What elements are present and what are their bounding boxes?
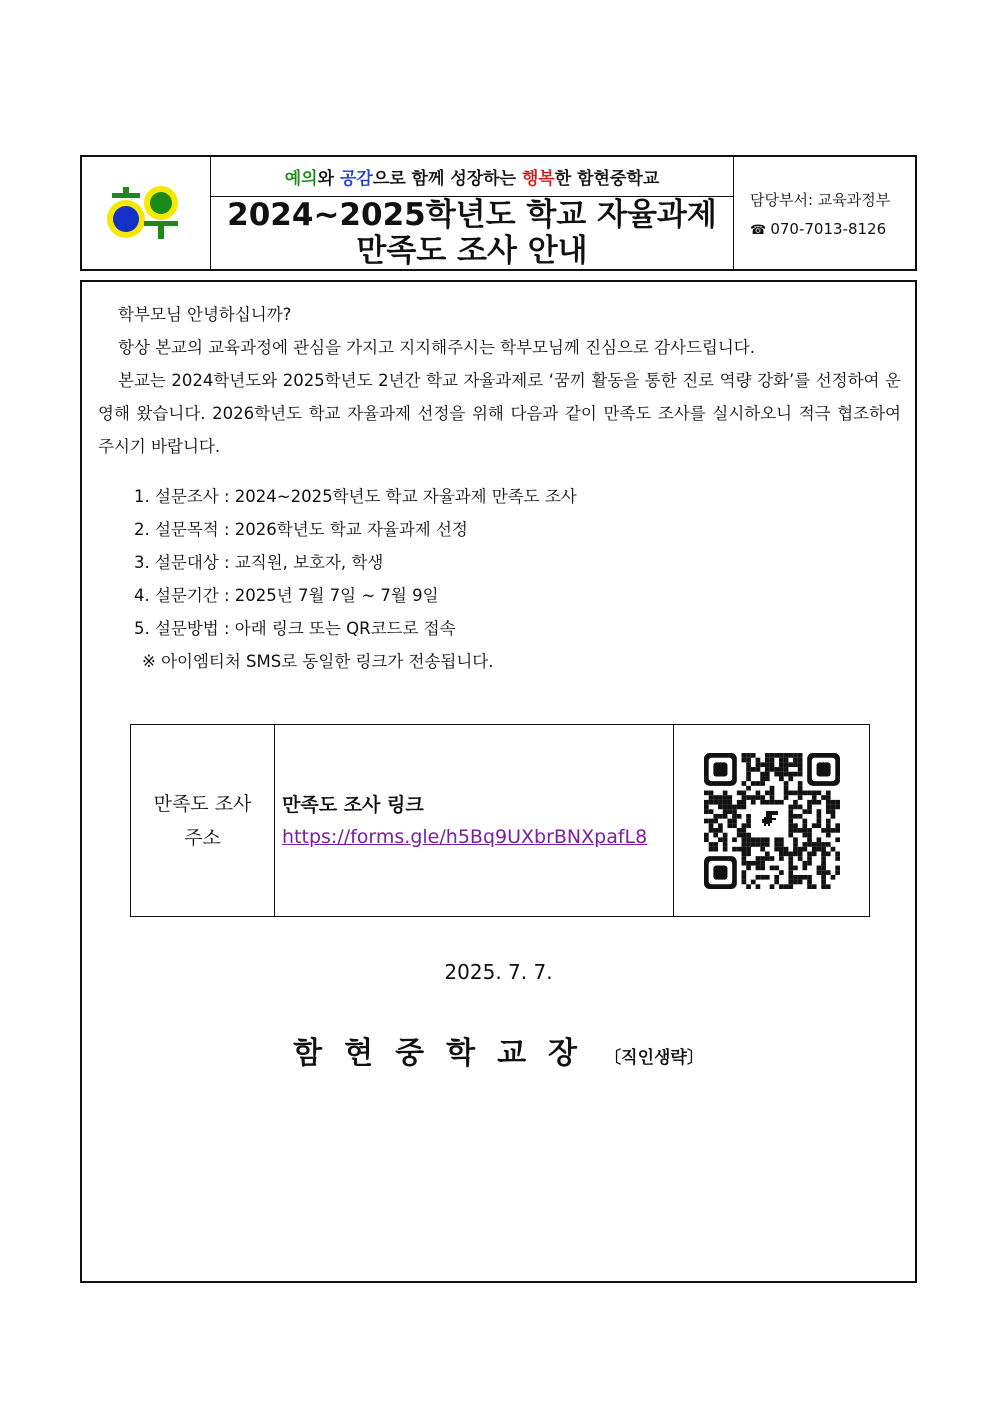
title-line-1: 2024~2025학년도 학교 자율과제: [227, 197, 717, 233]
department: 담당부서: 교육과정부: [750, 190, 891, 209]
title-line-2: 만족도 조사 안내: [356, 233, 588, 269]
motto-part: 행복: [521, 169, 555, 189]
motto-part: 한 함현중학교: [554, 169, 660, 189]
link-title: 만족도 조사 링크: [282, 793, 424, 816]
label-line-2: 주소: [184, 826, 221, 849]
document-title: [211, 197, 733, 269]
list-item: 4. 설문기간 : 2025년 7월 7일 ~ 7월 9일: [134, 586, 439, 605]
main-content: [80, 280, 917, 1283]
label-line-1: 만족도 조사: [153, 792, 252, 815]
survey-link[interactable]: https://forms.gle/h5Bq9UXbrBNXpafL8: [282, 825, 648, 848]
school-motto: [211, 157, 733, 197]
survey-link-table: [130, 724, 870, 917]
motto-part: 예의: [284, 169, 318, 189]
motto-part: 으로 함께 성장하는: [372, 169, 522, 189]
principal-name: 함현중학교장: [293, 1036, 600, 1071]
phone-number: ☎ 070-7013-8126: [750, 220, 915, 238]
link-cell: [275, 725, 674, 916]
qr-code-icon[interactable]: [704, 753, 840, 889]
link-table-label: [131, 725, 275, 916]
seal-omitted: 〔직인생략〕: [604, 1048, 704, 1068]
list-item: 2. 설문목적 : 2026학년도 학교 자율과제 선정: [134, 520, 468, 539]
paragraph-2: 본교는 2024학년도와 2025학년도 2년간 학교 자율과제로 ‘꿈끼 활동을 통한 진로 역량 강화’를 선정하여 운영해 왔습니다. 2026학년도 학교 자율과제 선정을 위해 다음과 같이 만족도 조사를 실시하오니 적극 협조하여 주시기 바랍니다.: [98, 371, 901, 456]
greeting: 학부모님 안녕하십니까?: [118, 305, 292, 324]
survey-info-list: [134, 480, 577, 678]
logo-cell: [82, 157, 211, 269]
signature: [82, 1028, 915, 1072]
school-logo: [106, 183, 186, 243]
title-cell: [211, 157, 734, 269]
document-date: 2025. 7. 7.: [444, 960, 553, 984]
letter-body: [98, 298, 901, 463]
header-table: [80, 155, 917, 271]
dept-cell: [734, 157, 915, 269]
qr-cell: [674, 725, 869, 916]
sms-note: ※ 아이엠티처 SMS로 동일한 링크가 전송됩니다.: [142, 652, 494, 671]
motto-part: 와: [317, 169, 340, 189]
list-item: 5. 설문방법 : 아래 링크 또는 QR코드로 접속: [134, 619, 456, 638]
list-item: 1. 설문조사 : 2024~2025학년도 학교 자율과제 만족도 조사: [134, 487, 577, 506]
paragraph-1: 항상 본교의 교육과정에 관심을 가지고 지지해주시는 학부모님께 진심으로 감사드립니다.: [118, 338, 755, 357]
motto-part: 공감: [339, 169, 373, 189]
list-item: 3. 설문대상 : 교직원, 보호자, 학생: [134, 553, 384, 572]
